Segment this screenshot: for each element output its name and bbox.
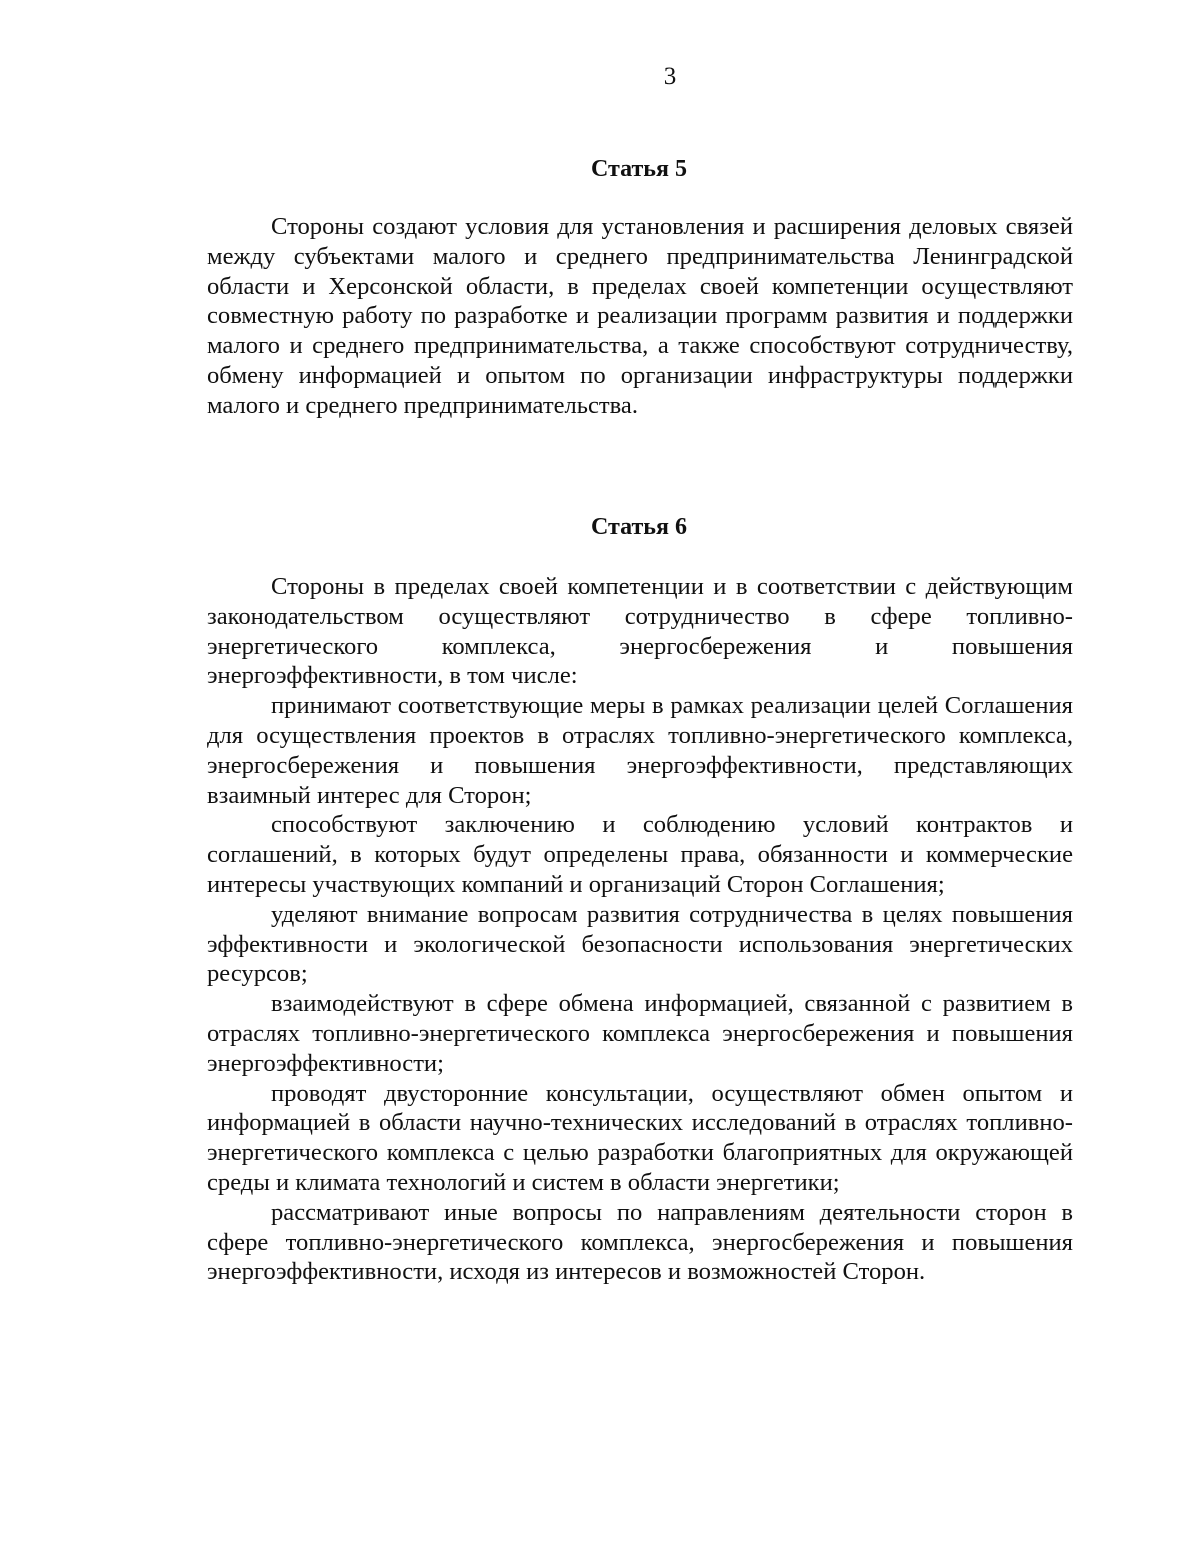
article-6-paragraph: уделяют внимание вопросам развития сотрудничества в целях повышения эффективности и экологической безопасности использования энергетических ресурсов; <box>207 900 1073 988</box>
article-6-paragraph: рассматривают иные вопросы по направлениям деятельности сторон в сфере топливно-энергетического комплекса, энергосбережения и повышения энергоэффективности, исходя из интересов и возможностей Сторон. <box>207 1198 1073 1286</box>
article-6-paragraph: Стороны в пределах своей компетенции и в соответствии с действующим законодательством осуществляют сотрудничество в сфере топливно-энергетического комплекса, энергосбережения и повышения энергоэффективности, в том числе: <box>207 573 1073 690</box>
article-6-body <box>207 572 1073 1287</box>
article-5-paragraph: Стороны создают условия для установления и расширения деловых связей между субъектами малого и среднего предпринимательства Ленинградской области и Херсонской области, в пределах своей компетенции осуществляют совместную работу по разработке и реализации программ развития и поддержки малого и среднего предпринимательства, а также способствуют сотрудничеству, обмену информацией и опытом по организации инфраструктуры поддержки малого и среднего предпринимательства. <box>207 213 1073 419</box>
article-6-paragraph: принимают соответствующие меры в рамках реализации целей Соглашения для осуществления проектов в отраслях топливно-энергетического комплекса, энергосбережения и повышения энергоэффективности, представляющих взаимный интерес для Сторон; <box>207 692 1073 809</box>
article-6-paragraph: проводят двусторонние консультации, осуществляют обмен опытом и информацией в области научно-технических исследований в отраслях топливно-энергетического комплекса с целью разработки благоприятных для окружающей среды и климата технологий и систем в области энергетики; <box>207 1079 1073 1196</box>
article-6-paragraph: способствуют заключению и соблюдению условий контрактов и соглашений, в которых будут определены права, обязанности и коммерческие интересы участвующих компаний и организаций Сторон Соглашения; <box>207 811 1073 898</box>
page-number: 3 <box>663 63 677 90</box>
article-5-heading: Статья 5 <box>591 156 687 182</box>
article-6-heading: Статья 6 <box>591 514 687 540</box>
article-6-paragraph: взаимодействуют в сфере обмена информацией, связанной с развитием в отраслях топливно-энергетического комплекса энергосбережения и повышения энергоэффективности; <box>207 990 1073 1077</box>
article-5-body <box>207 212 1073 421</box>
